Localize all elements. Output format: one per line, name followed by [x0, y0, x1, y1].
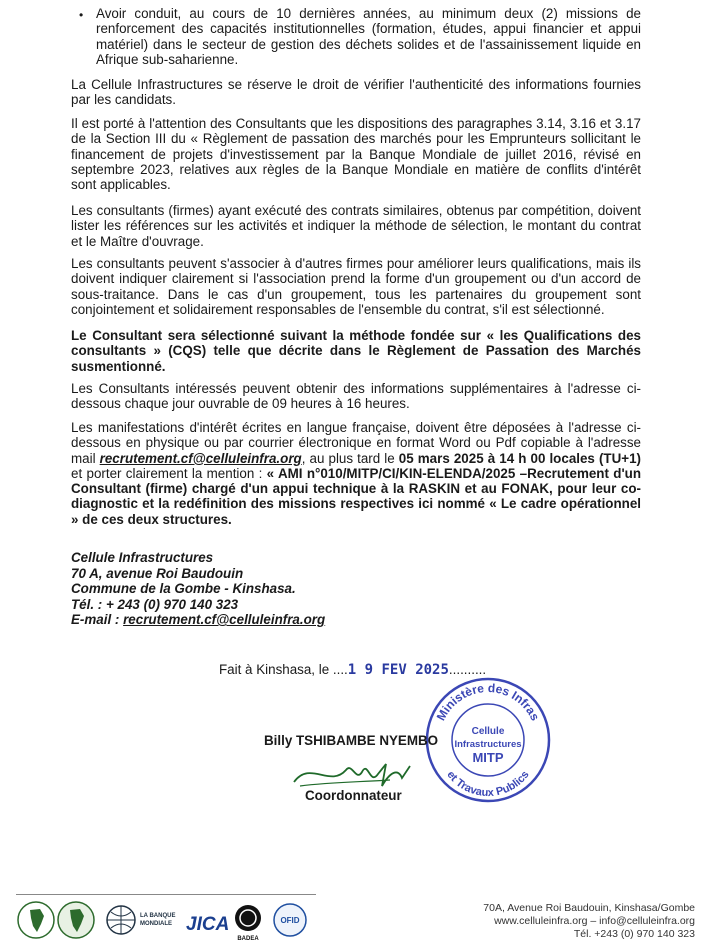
paragraph-references: Les consultants (firmes) ayant exécuté des contrats similaires, obtenus par compétition, doivent lister les références sur les activités et indiquer la méthode de sélection, le montant du contrat et le Maître d'ouvrage.: [71, 203, 641, 249]
submission-text-b: , au plus tard le: [301, 450, 399, 466]
paragraph-submission: [71, 420, 641, 527]
partner-logos: [14, 898, 314, 942]
africa-logo-2: [58, 902, 94, 938]
sig-email-link[interactable]: recrutement.cf@celluleinfra.org: [123, 612, 326, 627]
paragraph-information: Les Consultants intéressés peuvent obtenir des informations supplémentaires à l'adresse ci-dessous chaque jour ouvrable de 09 heures à 16 heures.: [71, 381, 641, 412]
footer-web-email[interactable]: www.celluleinfra.org – info@celluleinfra.org: [494, 915, 695, 927]
bullet-criterion: Avoir conduit, au cours de 10 dernières années, au minimum deux (2) missions de renforcement des capacités institutionnelles (formation, études, appui financier et appui matériel) dans le secteur de gestion des déchets solides et de l'assainissement liquide en Afrique sub-saharienne.: [96, 6, 641, 67]
sig-commune: Commune de la Gombe - Kinshasa.: [71, 581, 296, 596]
ofid-logo: [274, 904, 306, 936]
svg-text:OFID: OFID: [280, 916, 300, 925]
official-stamp: [424, 676, 552, 804]
signature-block: [71, 550, 325, 628]
submission-text-c: et porter clairement la mention :: [71, 465, 267, 481]
svg-text:BADEA: BADEA: [237, 936, 259, 942]
stamp-line2: Infrastructures: [454, 739, 522, 750]
fait-label: Fait à Kinshasa, le ....: [219, 662, 348, 677]
submission-mention: « AMI n°010/MITP/CI/KIN-ELENDA/2025 –Recrutement d'un Consultant (firme) chargé d'un appui technique à la RASKIN et au FONAK, pour leur co-diagnostic et la redéfinition des missions respectives ici nommé « Le cadre opérationnel » de ces deux structures.: [71, 465, 641, 527]
africa-logo-1: [18, 902, 54, 938]
paragraph-selection-method: Le Consultant sera sélectionné suivant la méthode fondée sur « les Qualifications des consultants » (CQS) telle que décrite dans le Règlement de Passation des Marchés susmentionné.: [71, 328, 641, 374]
fait-dots: ..........: [448, 662, 487, 677]
paragraph-verification: La Cellule Infrastructures se réserve le droit de vérifier l'authenticité des informations fournies par les candidats.: [71, 77, 641, 108]
stamp-line1: Cellule: [471, 726, 505, 737]
footer-tel: Tél. +243 (0) 970 140 323: [573, 928, 695, 940]
handwritten-signature: [290, 752, 420, 792]
submission-email-link[interactable]: recrutement.cf@celluleinfra.org: [99, 450, 302, 466]
signatory-name: Billy TSHIBAMBE NYEMBO: [264, 733, 439, 748]
sig-tel: Tél. : + 243 (0) 970 140 323: [71, 596, 239, 612]
footer-divider: [16, 894, 316, 895]
sig-email-line: [71, 612, 325, 628]
jica-logo: JICA: [186, 914, 230, 935]
sig-org: Cellule Infrastructures: [71, 550, 214, 565]
bullet-dot: •: [79, 8, 84, 22]
sig-address: 70 A, avenue Roi Baudouin: [71, 565, 244, 581]
svg-text:MONDIALE: MONDIALE: [140, 921, 172, 927]
badea-logo: [235, 905, 261, 942]
submission-text-a: Les manifestations d'intérêt écrites en langue française, doivent être déposées à l'adresse ci-dessous en physique ou par courrier électronique en format Word ou Pdf copiable à l'adresse mail: [71, 420, 641, 466]
stamp-ring-bottom: et Travaux Publics: [444, 768, 532, 800]
paragraph-conflict-rules: Il est porté à l'attention des Consultants que les dispositions des paragraphes 3.14, 3.16 et 3.17 de la Section III du « Règlement de passation des marchés pour les Emprunteurs sollicitant le financement de projets d'investissement par la Banque Mondiale de juillet 2016, révisé en septembre 2023, relatives aux règles de la Banque Mondiale en matière de conflits d'intérêt sont applicables.: [71, 116, 641, 193]
paragraph-association: Les consultants peuvent s'associer à d'autres firmes pour améliorer leurs qualifications, mais ils doivent indiquer clairement si l'association prend la forme d'un groupement ou d'un accord de sous-traitance. Dans le cas d'un groupement, tous les partenaires du groupement sont conjointement et solidairement responsables de l'ensemble du contrat, s'il est sélectionné.: [71, 256, 641, 317]
stamp-ring-top: Ministère des Infras: [433, 680, 543, 723]
signatory-title: Coordonnateur: [305, 788, 402, 803]
submission-deadline: 05 mars 2025 à 14 h 00 locales (TU+1): [398, 450, 641, 466]
handwritten-date: 1 9 FEV 2025: [347, 662, 449, 678]
footer-contact: [483, 902, 695, 941]
world-bank-logo: [107, 906, 175, 934]
footer-address: 70A, Avenue Roi Baudouin, Kinshasa/Gombe: [483, 902, 695, 914]
world-bank-label: LA BANQUE: [140, 913, 176, 919]
sig-email-label: E-mail :: [71, 612, 124, 627]
stamp-line3: MITP: [472, 750, 504, 765]
